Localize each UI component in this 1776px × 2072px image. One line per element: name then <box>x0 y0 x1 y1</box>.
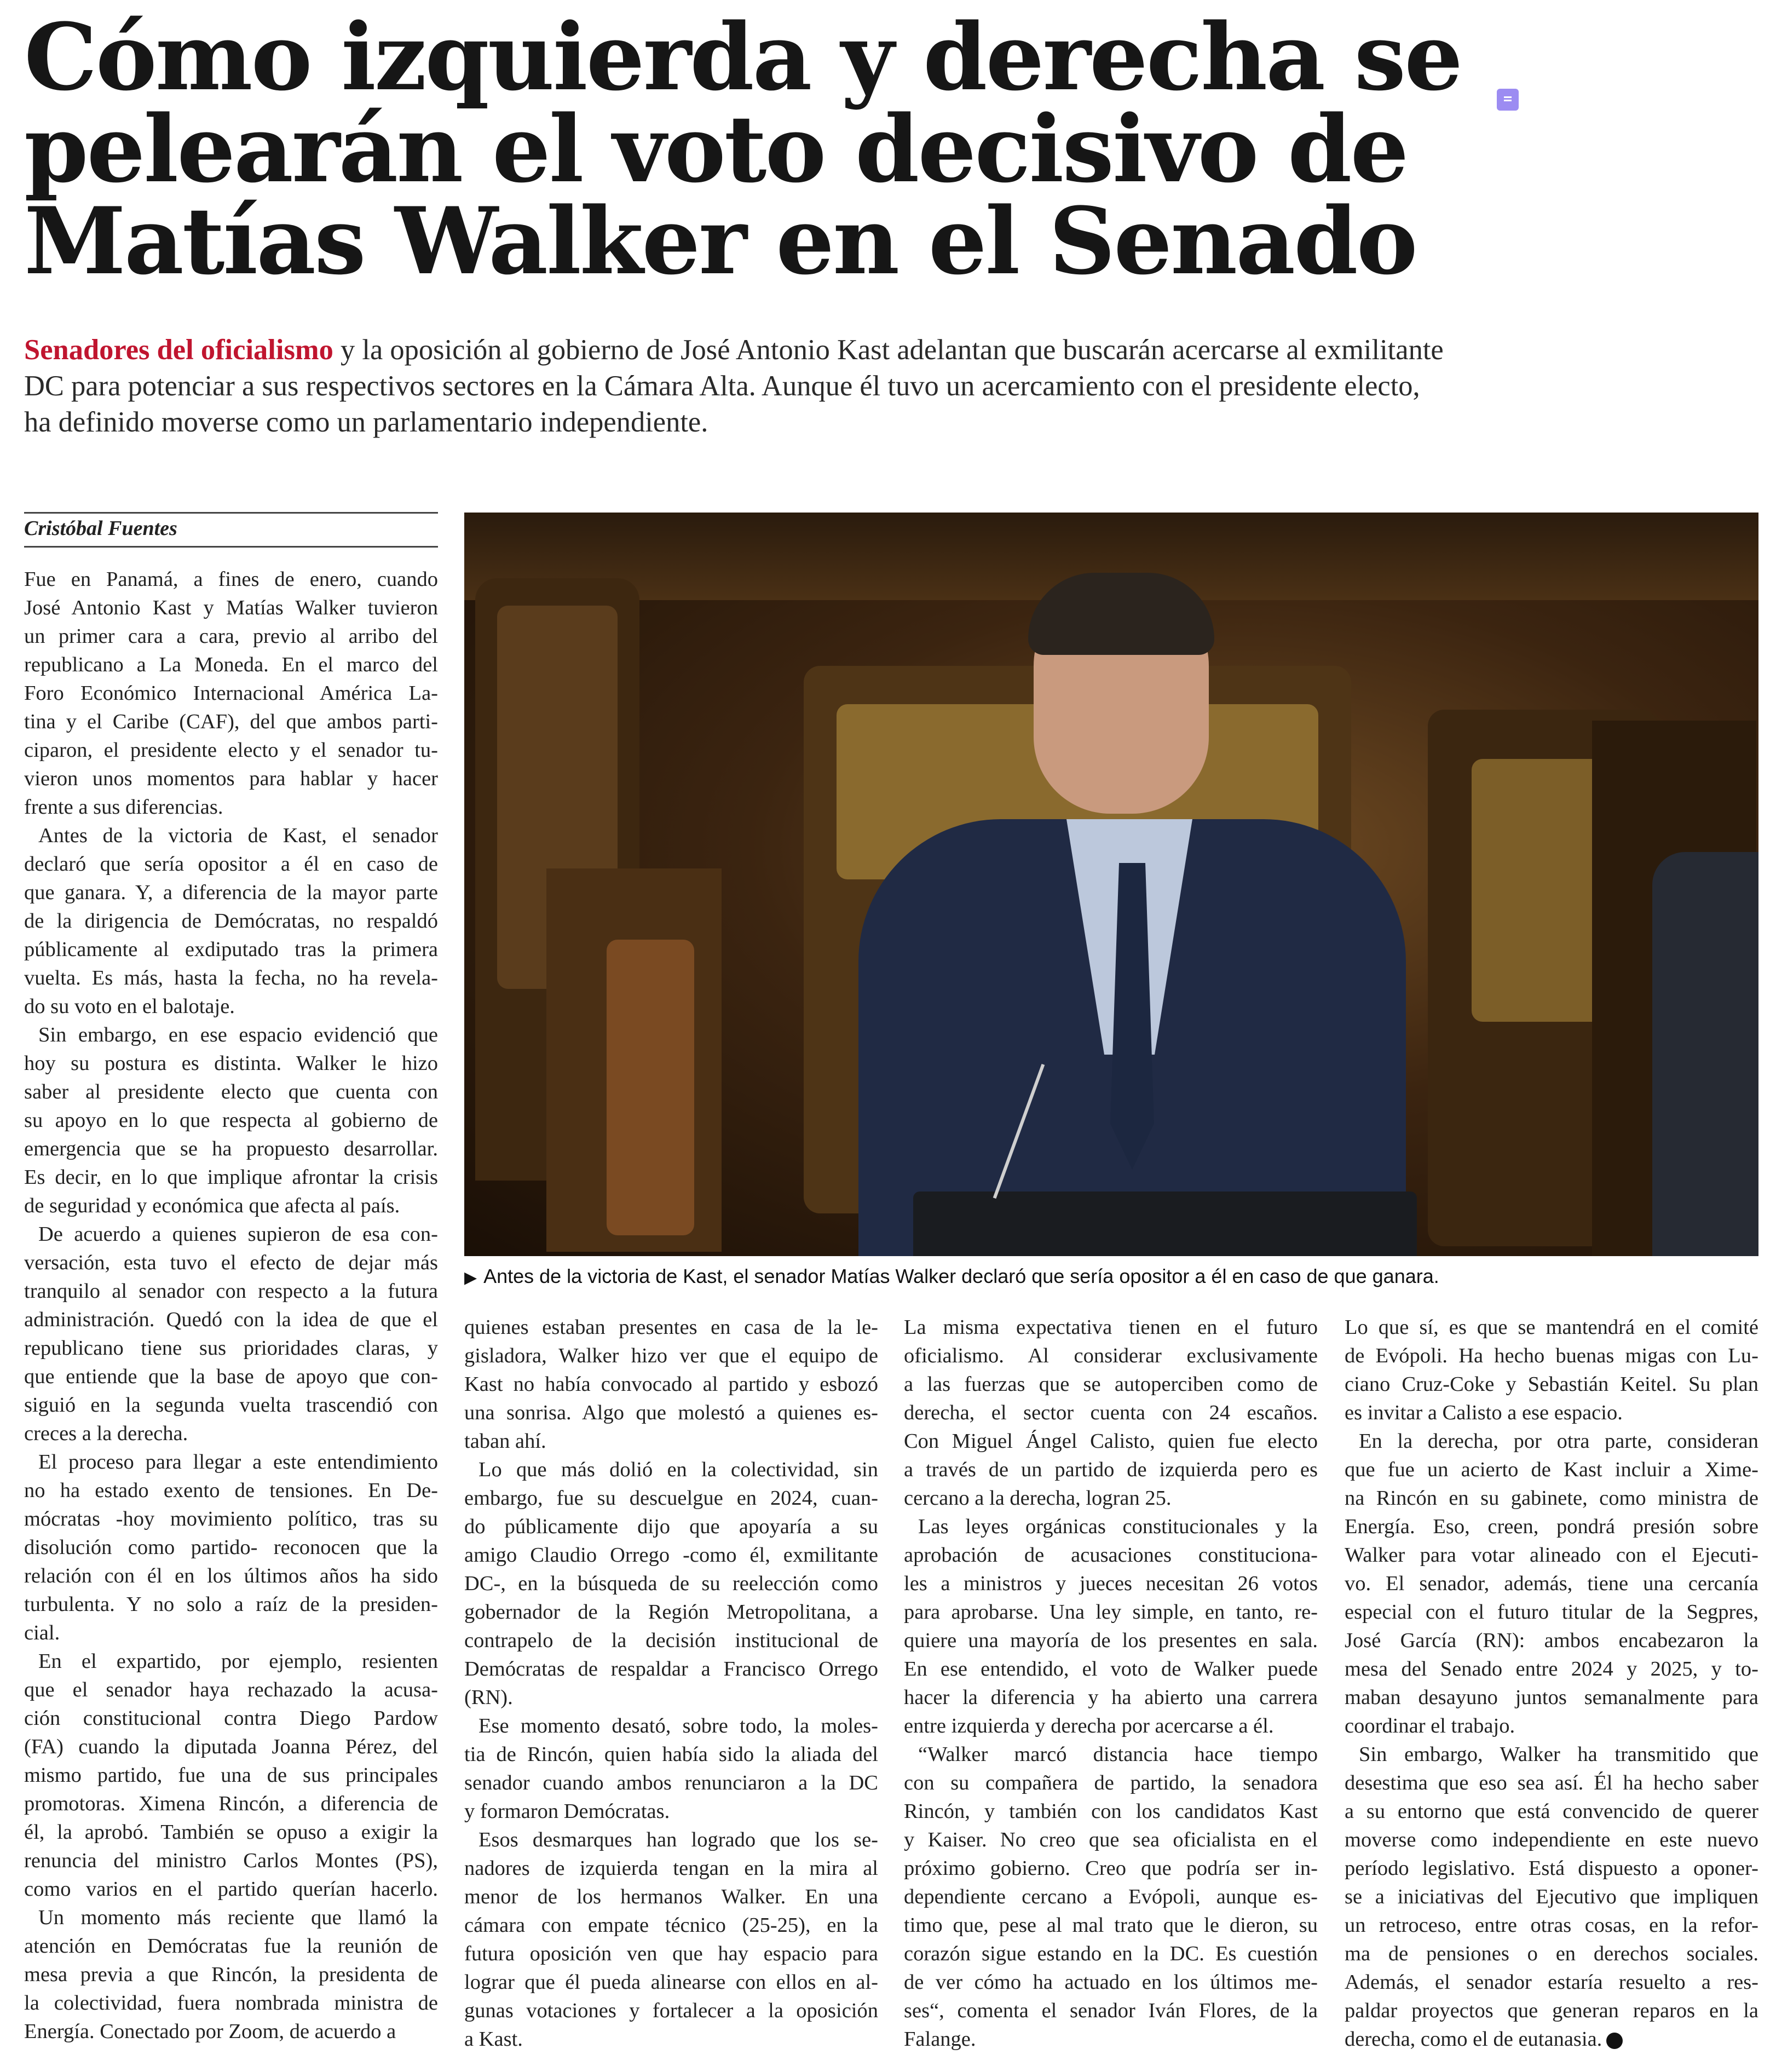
column-text-line: derecha, el sector cuenta con 24 escaños. <box>904 1401 1318 1424</box>
lead-line: ha definido moverse como un parlamentario independiente. <box>24 406 708 438</box>
column-text-line: do su voto en el balotaje. <box>24 995 235 1018</box>
column-text-line: él, la aprobó. También se opuso a exigir la <box>24 1821 438 1844</box>
column-text-line: mesa previa a que Rincón, la presidenta de <box>24 1963 438 1986</box>
column-text-line: taban ahí. <box>464 1430 546 1453</box>
column-text-line: mesa del Senado entre 2024 y 2025, y to- <box>1345 1657 1758 1680</box>
column-text-line: no ha estado exento de tensiones. En De- <box>24 1479 438 1502</box>
column-text-line: El proceso para llegar a este entendimiento <box>38 1451 438 1474</box>
column-text-line: vo. El senador, además, tiene una cercanía <box>1345 1572 1758 1595</box>
lead-line <box>24 332 1760 368</box>
column-text-line: turbulenta. Y no solo a raíz de la presiden- <box>24 1593 438 1616</box>
column-text-line: moverse como independiente en este nuevo <box>1345 1828 1758 1851</box>
column-text-line: ción constitucional contra Diego Pardow <box>24 1707 438 1730</box>
column-text-line: ma de pensiones o en derechos sociales. <box>1345 1942 1758 1965</box>
column-text-line: timo que, pese al mal trato que le dieron, su <box>904 1914 1318 1937</box>
column-text-line: especial con el futuro titular de la Segpres, <box>1345 1601 1758 1624</box>
column-text-line: amigo Claudio Orrego -como él, exmilitante <box>464 1544 878 1567</box>
column-text-line: (FA) cuando la diputada Joanna Pérez, del <box>24 1735 438 1758</box>
end-of-article-icon <box>1606 2033 1623 2049</box>
column-text-line: hoy su postura es distinta. Walker le hizo <box>24 1052 438 1075</box>
column-text-line: a través de un partido de izquierda pero es <box>904 1458 1318 1481</box>
column-text-line: DC-, en la búsqueda de su reelección como <box>464 1572 878 1595</box>
column-text-line: oficialismo. Al considerar exclusivamente <box>904 1344 1318 1367</box>
column-text-line: quienes estaban presentes en casa de la le- <box>464 1316 878 1339</box>
column-text-line: y Kaiser. No creo que sea oficialista en el <box>904 1828 1318 1851</box>
column-text-line: un primer cara a cara, previo al arribo del <box>24 625 438 648</box>
column-text-line: republicano tiene sus prioridades claras, y <box>24 1337 438 1360</box>
column-text-line: de seguridad y económica que afecta al país. <box>24 1194 400 1217</box>
column-text-line: tina y el Caribe (CAF), del que ambos parti- <box>24 710 438 733</box>
column-text-line: Rincón, y también con los candidatos Kast <box>904 1800 1318 1823</box>
column-text-line: próximo gobierno. Creo que podría ser in- <box>904 1857 1318 1880</box>
column-text-line: gobernador de la Región Metropolitana, a <box>464 1601 878 1624</box>
column-text-line: do públicamente dijo que apoyaría a su <box>464 1515 878 1538</box>
column-text-line: La misma expectativa tienen en el futuro <box>904 1316 1318 1339</box>
headline <box>24 3 1462 295</box>
column-text-line: maban desayuno juntos semanalmente para <box>1345 1686 1758 1709</box>
byline-rule-top <box>24 512 438 514</box>
column-text-line: lograr que él pueda alinearse con ellos en al- <box>464 1971 878 1994</box>
column-text-line: tia de Rincón, quien había sido la aliada del <box>464 1743 878 1766</box>
column-text-line: públicamente al exdiputado tras la primera <box>24 938 438 961</box>
column-text-line: su apoyo en lo que respecta al gobierno de <box>24 1109 438 1132</box>
column-text-line: como varios en el partido querían hacerlo. <box>24 1878 438 1901</box>
byline-rule-bottom <box>24 546 438 548</box>
headline-line: Matías Walker en el Senado <box>24 187 1416 295</box>
column-text-line: Es decir, en lo que implique afrontar la crisis <box>24 1166 438 1189</box>
column-text-line: saber al presidente electo que cuenta con <box>24 1080 438 1103</box>
column-text-line: corazón sigue estando en la DC. Es cuestión <box>904 1942 1318 1965</box>
column-text-line: mócratas -hoy movimiento político, tras su <box>24 1507 438 1530</box>
column-text-line: Las leyes orgánicas constitucionales y la <box>918 1515 1318 1538</box>
column-text-line: a las fuerzas que se autoperciben como de <box>904 1373 1318 1396</box>
column-text-line: frente a sus diferencias. <box>24 796 223 819</box>
column-text-line: hacer la diferencia y ha abierto una carrera <box>904 1686 1318 1709</box>
column-text-line: quiere una mayoría de los presentes en sala. <box>904 1629 1318 1652</box>
article-column-2 <box>464 1313 878 2053</box>
photo-caption <box>464 1263 1758 1292</box>
column-text-line: Ese momento desató, sobre todo, la moles- <box>478 1714 878 1737</box>
article-column-3 <box>904 1313 1318 2053</box>
column-text-line: a su entorno que está convencido de querer <box>1345 1800 1758 1823</box>
column-text-line: mismo partido, fue una de sus principales <box>24 1764 438 1787</box>
caption-text: Antes de la victoria de Kast, el senador Matías Walker declaró que sería opositor a él en caso de que ganara. <box>483 1265 1439 1287</box>
column-text-line: declaró que sería opositor a él en caso de <box>24 853 438 876</box>
column-text-line: relación con él en los últimos años ha sido <box>24 1564 438 1587</box>
column-text-line: que el senador haya rechazado la acusa- <box>24 1678 438 1701</box>
column-text-line: disolución como partido- reconocen que la <box>24 1536 438 1559</box>
column-text-line: Además, el senador estaría resuelto a res- <box>1345 1971 1758 1994</box>
column-text-line: Energía. Eso, creen, pondrá presión sobre <box>1345 1515 1758 1538</box>
column-text-line: promotoras. Ximena Rincón, a diferencia de <box>24 1792 438 1815</box>
column-text-line: paldar proyectos que generan reparos en la <box>1345 1999 1758 2022</box>
column-text-line: aprobación de acusaciones constituciona- <box>904 1544 1318 1567</box>
column-text-line: que ganara. Y, a diferencia de la mayor parte <box>24 881 438 904</box>
column-text-line: que entiende que la base de apoyo que con- <box>24 1365 438 1388</box>
column-text-line: En la derecha, por otra parte, consideran <box>1359 1430 1758 1453</box>
column-text-line: “Walker marcó distancia hace tiempo <box>918 1743 1318 1766</box>
column-text-line: Sin embargo, Walker ha transmitido que <box>1359 1743 1758 1766</box>
column-text-line: Kast no había convocado al partido y esbozó <box>464 1373 878 1396</box>
column-text-line: renuncia del ministro Carlos Montes (PS), <box>24 1849 438 1872</box>
column-text-line: se a iniciativas del Ejecutivo que impliquen <box>1345 1885 1758 1908</box>
column-text-line: (RN). <box>464 1686 513 1709</box>
column-text-line: De acuerdo a quienes supieron de esa con- <box>38 1223 438 1246</box>
column-text-line: de ver cómo ha actuado en los últimos me- <box>904 1971 1318 1994</box>
column-text-line: Demócratas de respaldar a Francisco Orrego <box>464 1657 878 1680</box>
column-text-line: Lo que más dolió en la colectividad, sin <box>478 1458 878 1481</box>
column-text-line: vuelta. Es más, hasta la fecha, no ha revela- <box>24 966 438 989</box>
column-text-line: versación, esta tuvo el efecto de dejar más <box>24 1251 438 1274</box>
byline: Cristóbal Fuentes <box>24 517 177 540</box>
lead-text: y la oposición al gobierno de José Antonio Kast adelantan que buscarán acercarse al exmilitante <box>333 334 1444 366</box>
column-text-line: gisladora, Walker hizo ver que el equipo de <box>464 1344 878 1367</box>
column-text-line: José Antonio Kast y Matías Walker tuvieron <box>24 596 438 619</box>
column-text-line: y formaron Demócratas. <box>464 1800 670 1823</box>
article-photo <box>464 513 1758 1256</box>
lead-paragraph <box>24 332 1760 440</box>
column-text-line: En ese entendido, el voto de Walker puede <box>904 1657 1318 1680</box>
column-text-line: ciano Cruz-Coke y Sebastián Keitel. Su plan <box>1345 1373 1758 1396</box>
column-text-line: embargo, fue su descuelgue en 2024, cuan- <box>464 1487 878 1510</box>
column-text-line: senador cuando ambos renunciaron a la DC <box>464 1771 878 1794</box>
column-text-line: republicano a La Moneda. En el marco del <box>24 653 438 676</box>
column-text-line: Fue en Panamá, a fines de enero, cuando <box>24 568 438 591</box>
column-text-line: Falange. <box>904 2028 976 2051</box>
article-column-1 <box>24 565 438 2046</box>
column-text-line: Con Miguel Ángel Calisto, quien fue electo <box>904 1430 1318 1453</box>
lead-kicker: Senadores del oficialismo <box>24 334 333 366</box>
column-text-line: un retroceso, entre otras cosas, en la refor- <box>1345 1914 1758 1937</box>
column-text-line: atención en Demócratas fue la reunión de <box>24 1935 438 1958</box>
column-text-line: vieron unos momentos para hablar y hacer <box>24 767 438 790</box>
column-text-line: para aprobarse. Una ley simple, en tanto, re- <box>904 1601 1318 1624</box>
column-text-line: futura oposición ven que hay espacio para <box>464 1942 878 1965</box>
column-text-line: Sin embargo, en ese espacio evidenció que <box>38 1023 438 1046</box>
column-text-line: derecha, como el de eutanasia. <box>1345 2025 1758 2053</box>
column-text-line: emergencia que se ha propuesto desarrollar. <box>24 1137 438 1160</box>
column-text-line: la colectividad, fuera nombrada ministra de <box>24 1992 438 2015</box>
column-text-line: siguió en la segunda vuelta trascendió con <box>24 1394 438 1417</box>
column-text-line: Foro Económico Internacional América La- <box>24 682 438 705</box>
column-text-line: tranquilo al senador con respecto a la futura <box>24 1280 438 1303</box>
article-column-4 <box>1345 1313 1758 2053</box>
column-text-line: una sonrisa. Algo que molestó a quienes es- <box>464 1401 878 1424</box>
column-text-line: ciparon, el presidente electo y el senador tu- <box>24 739 438 762</box>
column-text-line: coordinar el trabajo. <box>1345 1714 1515 1737</box>
column-text-line: desestima que eso sea así. Él ha hecho saber <box>1345 1771 1758 1794</box>
column-text-line: Energía. Conectado por Zoom, de acuerdo a <box>24 2020 396 2043</box>
column-text-line: Antes de la victoria de Kast, el senador <box>38 824 438 847</box>
headline-line: pelearán el voto decisivo de <box>24 95 1408 203</box>
column-text-line: na Rincón en su gabinete, como ministra de <box>1345 1487 1758 1510</box>
column-text-line: con su compañera de partido, la senadora <box>904 1771 1318 1794</box>
column-text-line: nadores de izquierda tengan en la mira al <box>464 1857 878 1880</box>
column-text-line: creces a la derecha. <box>24 1422 188 1445</box>
lead-line: DC para potenciar a sus respectivos sectores en la Cámara Alta. Aunque él tuvo un acercamiento con el presidente electo, <box>24 370 1420 402</box>
caption-arrow-icon: ▶ <box>464 1269 477 1287</box>
column-text-line: ses“, comenta el senador Iván Flores, de la <box>904 1999 1318 2022</box>
column-text-line: Un momento más reciente que llamó la <box>38 1906 438 1929</box>
column-text-line: dependiente cercano a Evópoli, aunque es- <box>904 1885 1318 1908</box>
column-text-line: Esos desmarques han logrado que los se- <box>478 1828 878 1851</box>
headline-line: Cómo izquierda y derecha se <box>24 3 1462 111</box>
column-text-line: período legislativo. Está dispuesto a oponer- <box>1345 1857 1758 1880</box>
column-text-line: contrapelo de la decisión institucional de <box>464 1629 878 1652</box>
column-text-line: gunas votaciones y fortalecer a la oposición <box>464 1999 878 2022</box>
column-text-line: José García (RN): ambos encabezaron la <box>1345 1629 1758 1652</box>
column-text-line: Walker para votar alineado con el Ejecuti- <box>1345 1544 1758 1567</box>
column-text-line: es invitar a Calisto a ese espacio. <box>1345 1401 1623 1424</box>
column-text-line: cámara con empate técnico (25-25), en la <box>464 1914 878 1937</box>
column-text-line: Lo que sí, es que se mantendrá en el comité <box>1345 1316 1758 1339</box>
column-text-line: En el expartido, por ejemplo, resienten <box>38 1650 438 1673</box>
column-text-line: administración. Quedó con la idea de que el <box>24 1308 438 1331</box>
note-icon[interactable] <box>1497 89 1519 111</box>
column-text-line: a Kast. <box>464 2028 523 2051</box>
column-text-line: menor de los hermanos Walker. En una <box>464 1885 878 1908</box>
column-text-line: cercano a la derecha, logran 25. <box>904 1487 1172 1510</box>
column-text-line: cial. <box>24 1621 60 1644</box>
column-text-line: de Evópoli. Ha hecho buenas migas con Lu- <box>1345 1344 1758 1367</box>
column-text-line: que fue un acierto de Kast incluir a Xime- <box>1345 1458 1758 1481</box>
column-text-line: les a ministros y jueces necesitan 26 votos <box>904 1572 1318 1595</box>
column-text-line: entre izquierda y derecha por acercarse a él. <box>904 1714 1274 1737</box>
column-text-line: de la dirigencia de Demócratas, no respaldó <box>24 910 438 933</box>
